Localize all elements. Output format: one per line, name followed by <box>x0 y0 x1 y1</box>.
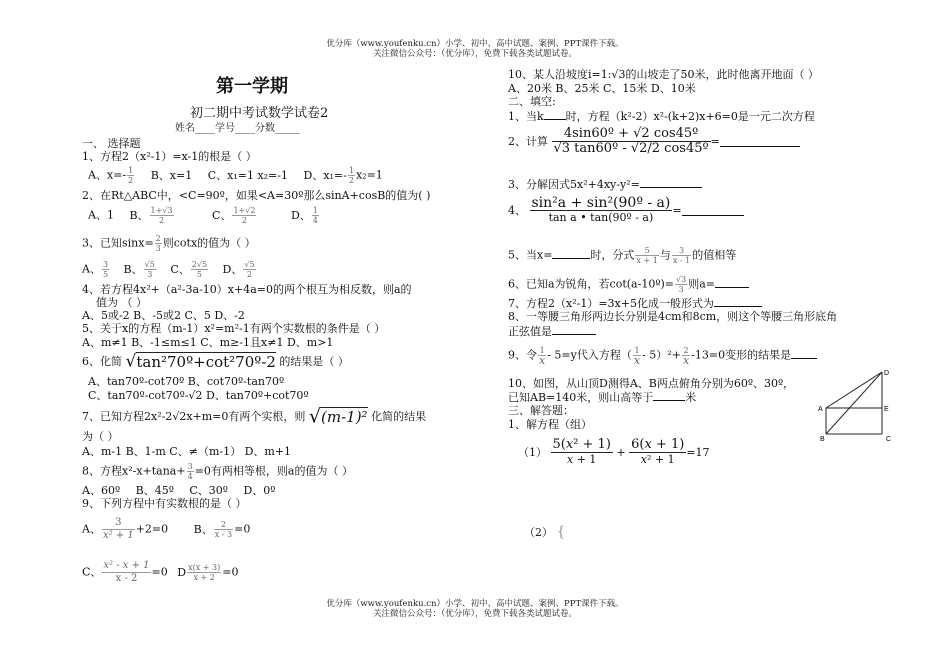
q7-text-b: 化简的结果 <box>371 410 427 423</box>
header-line-2: 关注微信公众号：（优分库），免费下载各类试题试卷。 <box>372 49 577 59</box>
fraction: $\frac{2}{x}$ <box>682 346 690 367</box>
q3-opt-c: C、 <box>170 262 190 276</box>
question-6-options-1: A、tan70º-cot70º B、cot70º-tan70º <box>88 375 285 388</box>
fraction: $\frac{2√5}{5}$ <box>191 260 208 279</box>
name-line: 姓名____学号____分数_____ <box>175 123 300 134</box>
question-5: 5、关于x的方程（m-1）x²=m²-1有两个实数根的条件是（ ） <box>82 322 386 335</box>
f2-fraction <box>552 127 711 156</box>
fraction: $\frac{1}{2}$ <box>128 166 134 185</box>
q9-opt-d: D <box>177 565 187 579</box>
q2-opt-d: D、 <box>290 208 311 222</box>
fill-8-b <box>508 324 596 338</box>
q9-opt-c-tail: =0 <box>151 565 168 579</box>
question-7 <box>82 405 427 428</box>
q3-opt-a: A、 <box>82 262 101 276</box>
f1-text: 1、当k <box>508 110 544 123</box>
diagram-label-c: C <box>886 436 892 443</box>
f9-text: 9、令 <box>508 348 537 362</box>
fill-2: 2、计算 $\frac{\text{4sin60º + √2 cos45º}}{\text{√3 tan60º - √2/2 cos45º}}$ = <box>508 127 800 156</box>
f9-text-d: -13=0变形的结果是 <box>691 348 792 362</box>
fraction: $\frac{x(x + 3)}{x + 2}$ <box>188 563 221 582</box>
section-choice: 一、 选择题 <box>82 137 141 150</box>
q9-opt-a-tail: +2=0 <box>135 522 169 536</box>
q3-text-b: 则cotx的值为（ ） <box>162 236 256 250</box>
q9-opt-b-tail: =0 <box>234 522 251 536</box>
answer-blank <box>640 177 702 188</box>
question-3-options <box>82 260 257 279</box>
fraction: $\frac{1}{4}$ <box>312 206 318 225</box>
fraction: $\frac{1}{x}$ <box>539 346 546 367</box>
f6-text: 6、已知a为锐角，若cot(a-10º)= <box>508 277 675 291</box>
answer-blank <box>720 136 800 147</box>
question-7-options: A、m-1 B、1-m C、≠（m-1） D、m+1 <box>82 445 292 458</box>
section-solve: 三、解答题： <box>508 404 574 417</box>
f4-denominator: tan a • tan(90º - a) <box>548 211 654 224</box>
question-10-options: A、20米 B、25米 C、15米 D、10米 <box>508 82 696 95</box>
footer-line-2: 关注微信公众号：（优分库），免费下载各类试题试卷。 <box>372 609 577 619</box>
diagram-label-e: E <box>884 406 889 413</box>
f1-text-b: 时，方程（k²-2）x²-(k+2)x+6=0是一元二次方程 <box>565 110 815 123</box>
diagram-label-a: A <box>818 406 823 413</box>
f3-text: 3、分解因式5x²+4xy-y²= <box>508 178 640 191</box>
q9-opt-a: A、 <box>82 522 101 536</box>
fraction: $\frac{3}{x - 1}$ <box>672 246 691 265</box>
question-7-c: 为（ ） <box>82 430 119 443</box>
sqrt-icon: √ <box>308 405 322 428</box>
q8-opt-d: D、0º <box>243 484 276 497</box>
question-6 <box>82 351 349 372</box>
f5-text-b: 时，分式 <box>590 248 635 262</box>
solve-1-2 <box>524 526 565 539</box>
fraction: $\frac{5}{x + 1}$ <box>636 246 658 265</box>
q2-opt-c: C、 <box>212 208 232 222</box>
solve-1: 1、解方程（组） <box>508 418 592 431</box>
q7-text: 7、已知方程2x²-2√2x+m=0有两个实根，则 <box>82 410 306 423</box>
f9-text-b: - 5=y代入方程（ <box>547 348 632 362</box>
f7-text: 7、方程2（x²-1）=3x+5化成一般形式为 <box>508 297 714 310</box>
fraction: $\frac{√5}{3}$ <box>144 260 155 279</box>
q3-text: 3、已知sinx= <box>82 236 154 250</box>
fraction: $\frac{3}{\text{x² + 1}}$ <box>102 517 134 541</box>
fraction: $\frac{2}{3}$ <box>155 234 161 253</box>
fraction: $\frac{\text{5(x² + 1)}}{x + 1}$ <box>552 437 611 466</box>
fill-10: 10、如图，从山顶D测得A、B两点俯角分别为60º、30º， <box>508 377 795 390</box>
question-9: 9、下列方程中有实数根的是（ ） <box>82 497 247 510</box>
q6-text: 6、化简 <box>82 355 122 368</box>
f5-text: 5、当x= <box>508 248 553 262</box>
f6-text-b: 则a= <box>688 277 715 291</box>
fraction: $\frac{1+√2}{2}$ <box>233 206 256 225</box>
q1-opt-b: B、x=1 <box>150 168 193 182</box>
sqrt-icon: √ <box>125 351 137 372</box>
q9-opt-b: B、 <box>193 522 213 536</box>
f4-text: 4、 <box>508 204 526 217</box>
question-8 <box>82 462 353 481</box>
f5-text-d: 的值相等 <box>692 248 737 262</box>
answer-blank <box>653 390 685 401</box>
q6-expression: tan²70º+cot²70º-2 <box>136 352 276 371</box>
solve-1-1: （1） $\frac{\text{5(x² + 1)}}{x + 1}$ + $\frac{6(x + 1)}{\text{x² + 1}}$ =17 <box>518 437 710 466</box>
q3-opt-d: D、 <box>222 262 243 276</box>
fraction: $\frac{√3}{3}$ <box>676 275 687 294</box>
q7-expression: (m-1)² <box>321 407 368 426</box>
answer-blank <box>552 324 596 335</box>
fraction: $\frac{3}{5}$ <box>102 260 109 279</box>
f2-text: 2、计算 <box>508 135 548 148</box>
question-10: 10、某人沿坡度i=1:√3的山坡走了50米，此时他离开地面（ ） <box>508 68 819 81</box>
q1-opt-a: A、x=- <box>88 168 127 182</box>
section-fill: 二、填空: <box>508 95 556 108</box>
f2-numerator: 4sin60º + √2 cos45º <box>552 127 711 142</box>
answer-blank <box>682 205 744 216</box>
question-1: 1、方程2（x²-1）=x-1的根是（ ） <box>82 150 257 163</box>
q8-text-b: =0有两相等根，则a的值为（ ） <box>194 464 353 478</box>
brace-icon: { <box>556 524 566 540</box>
fill-1 <box>508 109 815 123</box>
question-5-options: A、m≠1 B、-1≤m≤1 C、m≥-1且x≠1 D、m>1 <box>82 336 334 349</box>
q8-opt-c: C、30º <box>189 484 228 497</box>
q8-opt-a: A、60º <box>82 484 121 497</box>
mountain-diagram <box>818 368 898 446</box>
q1-opt-c: C、x₁=1 x₂=-1 <box>207 168 288 182</box>
s1-1-label: （1） <box>518 446 547 459</box>
fill-4: 4、 sin²a + sin²(90º - a) tan a • tan(90º - a) = <box>508 196 744 225</box>
question-4-options: A、5或-2 B、-5或2 C、5 D、-2 <box>82 309 245 322</box>
fraction: $\frac{√5}{2}$ <box>244 260 255 279</box>
fill-5 <box>508 246 736 265</box>
f5-text-c: 与 <box>659 248 671 262</box>
f4-numerator: sin²a + sin²(90º - a) <box>531 195 671 211</box>
question-4: 4、若方程4x²+（a²-3a-10）x+4a=0的两个根互为相反数，则a的 <box>82 283 412 296</box>
fraction: $\frac{6(x + 1)}{\text{x² + 1}}$ <box>631 437 685 466</box>
q9-opt-d-tail: =0 <box>222 565 239 579</box>
header-line-1: 优分库（www.youfenku.cn）小学、初中、高中试题、案例、PPT课件下载。 <box>326 39 624 49</box>
footer-line-1: 优分库（www.youfenku.cn）小学、初中、高中试题、案例、PPT课件下载。 <box>326 599 624 609</box>
f10-text-c: 米 <box>685 391 697 404</box>
f2-denominator: √3 tan60º - √2/2 cos45º <box>553 141 709 156</box>
f10-text-b: 已知AB=140米，则山高等于 <box>508 391 654 404</box>
diagram-label-d: D <box>884 370 890 377</box>
question-8-options <box>82 484 275 497</box>
question-9-cd <box>82 560 238 585</box>
answer-blank <box>791 348 817 359</box>
fill-10-b <box>508 390 696 404</box>
answer-blank <box>715 277 749 288</box>
fraction: $\frac{1}{x}$ <box>633 346 641 367</box>
fill-7 <box>508 296 762 310</box>
fraction: $\frac{1+√3}{2}$ <box>150 206 173 225</box>
s1-2-label: （2） <box>524 526 553 539</box>
question-3 <box>82 234 256 253</box>
f9-text-c: - 5）²+ <box>642 348 681 362</box>
answer-blank <box>552 248 590 259</box>
diagram-label-b: B <box>820 436 825 443</box>
q6-text-b: 的结果是（ ） <box>279 355 349 368</box>
fill-8: 8、一等腰三角形两边长分别是4cm和8cm，则这个等腰三角形底角 <box>508 310 838 323</box>
f4-fraction <box>530 196 673 225</box>
question-2: 2、在Rt△ABC中，<C=90º，如果<A=30º那么sinA+cosB的值为( ) <box>82 189 431 202</box>
page-title: 第一学期 <box>216 76 288 97</box>
fraction: $\frac{2}{x - 3}$ <box>214 520 233 539</box>
q8-text: 8、方程x²-x+tana+ <box>82 464 186 478</box>
fill-6 <box>508 275 749 294</box>
fraction: $\frac{\text{x² - x + 1}}{x - 2}$ <box>103 560 150 584</box>
question-9-ab <box>82 517 250 542</box>
fill-9 <box>508 346 817 365</box>
q9-opt-c: C、 <box>82 565 102 579</box>
q1-opt-d: D、x₁=- <box>303 168 347 182</box>
q3-opt-b: B、 <box>123 262 143 276</box>
question-6-options-2: C、tan70º-cot70º-√2 D、tan70º+cot70º <box>88 389 309 402</box>
s1-1-tail: =17 <box>686 446 710 459</box>
question-4-b: 值为 （ ） <box>96 296 147 309</box>
fraction: $\frac{3}{4}$ <box>187 462 193 481</box>
answer-blank <box>714 296 762 307</box>
question-2-options <box>88 206 320 225</box>
q2-opt-b: B、 <box>129 208 149 222</box>
fill-3 <box>508 177 702 191</box>
page-subtitle: 初二期中考试数学试卷2 <box>190 106 329 121</box>
q1-opt-d2: x₂=1 <box>355 168 383 182</box>
q8-opt-b: B、45º <box>135 484 174 497</box>
question-1-options <box>88 166 383 185</box>
answer-blank <box>544 109 566 120</box>
f8-text-b: 正弦值是 <box>508 325 552 338</box>
fraction: $\frac{1}{2}$ <box>348 166 354 185</box>
q2-opt-a: A、1 <box>88 208 114 222</box>
